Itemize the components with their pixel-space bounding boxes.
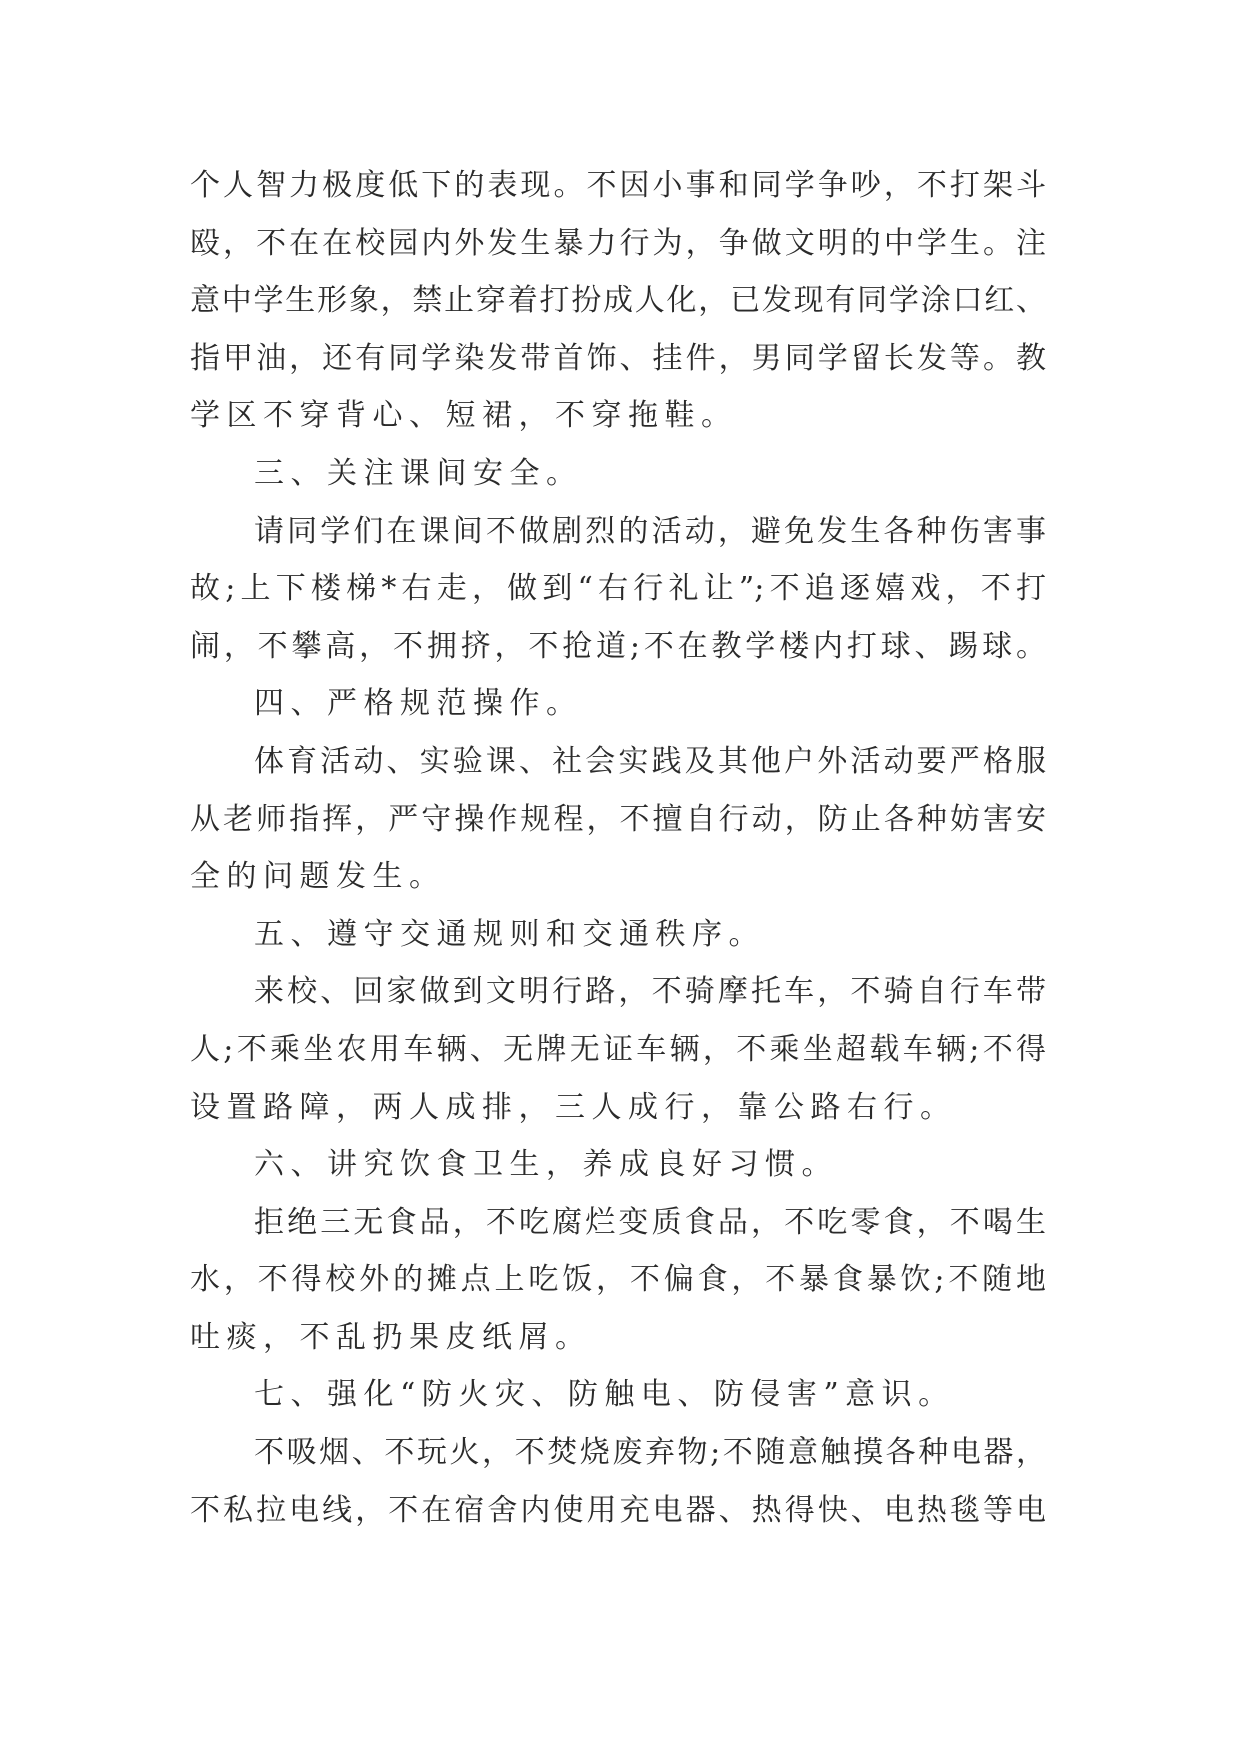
text-line: 吐痰，不乱扔果皮纸屑。: [190, 1319, 592, 1355]
text-line: 拒绝三无食品，不吃腐烂变质食品，不吃零食，不喝生: [254, 1204, 1046, 1240]
text-line: 四、严格规范操作。: [254, 686, 583, 722]
text-line: 请同学们在课间不做剧烈的活动，避免发生各种伤害事: [254, 513, 1046, 549]
text-line: 不吸烟、不玩火，不焚烧废弃物;不随意触摸各种电器，: [254, 1435, 1046, 1471]
text-line: 指甲油，还有同学染发带首饰、挂件，男同学留长发等。教: [190, 340, 1046, 376]
text-line: 水，不得校外的摊点上吃饭，不偏食，不暴食暴饮;不随地: [190, 1262, 1046, 1298]
text-line: 不私拉电线，不在宿舍内使用充电器、热得快、电热毯等电: [190, 1492, 1046, 1528]
text-line: 故;上下楼梯*右走，做到“右行礼让”;不追逐嬉戏，不打: [190, 571, 1046, 607]
text-line: 人;不乘坐农用车辆、无牌无证车辆，不乘坐超载车辆;不得: [190, 1031, 1046, 1067]
text-line: 七、强化“防火灾、防触电、防侵害”意识。: [254, 1377, 955, 1413]
text-line: 从老师指挥，严守操作规程，不擅自行动，防止各种妨害安: [190, 801, 1046, 837]
text-line: 闹，不攀高，不拥挤，不抢道;不在教学楼内打球、踢球。: [190, 628, 1046, 664]
text-line: 体育活动、实验课、社会实践及其他户外活动要严格服: [254, 743, 1046, 779]
text-line: 五、遵守交通规则和交通秩序。: [254, 916, 765, 952]
text-line: 来校、回家做到文明行路，不骑摩托车，不骑自行车带: [254, 974, 1046, 1010]
text-line: 意中学生形象，禁止穿着打扮成人化，已发现有同学涂口红、: [190, 283, 1046, 319]
text-line: 殴，不在在校园内外发生暴力行为，争做文明的中学生。注: [190, 225, 1046, 261]
text-line: 六、讲究饮食卫生，养成良好习惯。: [254, 1147, 838, 1183]
text-line: 全的问题发生。: [190, 859, 446, 895]
text-line: 学区不穿背心、短裙，不穿拖鞋。: [190, 398, 738, 434]
text-line: 设置路障，两人成排，三人成行，靠公路右行。: [190, 1089, 957, 1125]
document-body: [190, 157, 1046, 1539]
text-line: 三、关注课间安全。: [254, 455, 583, 491]
text-line: 个人智力极度低下的表现。不因小事和同学争吵，不打架斗: [190, 168, 1046, 203]
